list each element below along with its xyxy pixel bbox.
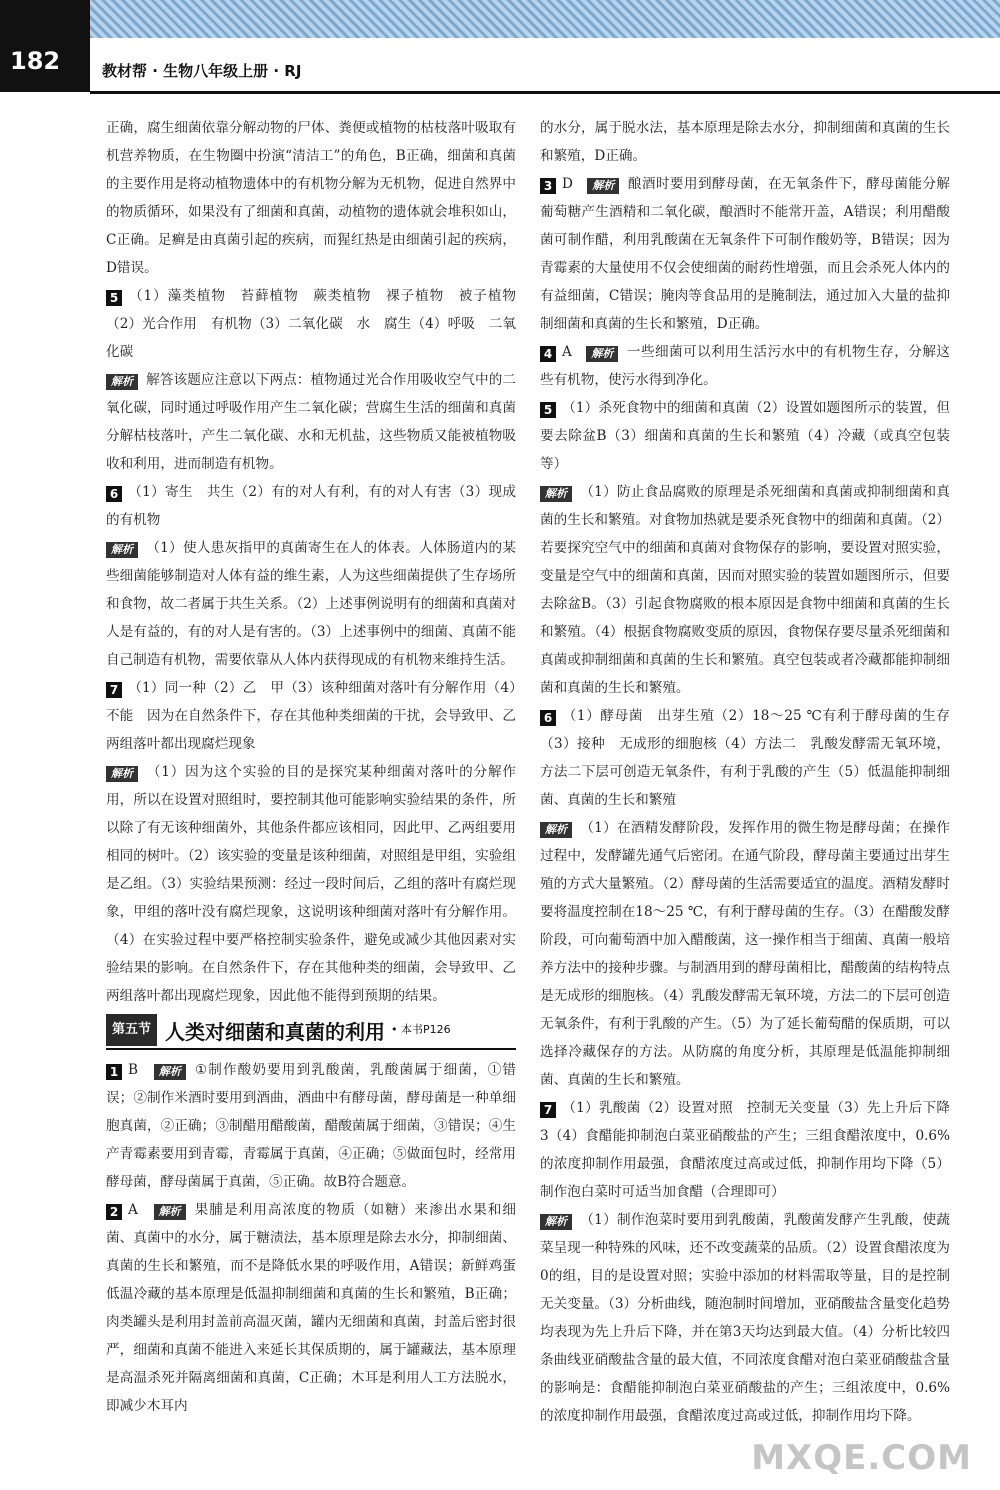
explanation-block [106,534,516,674]
block-text: （1）在酒精发酵阶段，发挥作用的微生物是酵母菌；在操作过程中，发酵罐先通气后密闭。在通气阶段，酵母菌主要通过出芽生殖的方式大量繁殖。（2）酵母菌的生活需要适宜的温度。酒精发酵时要将温度控制在18～25 ℃，有利于酵母菌的生存。（3）在醋酸发酵阶段，可向葡萄酒中加入醋酸菌，这一操作相当于细菌、真菌一般培养方法中的接种步骤。与制酒用到的酵母菌相比，醋酸菌的结构特点是无成形的细胞核。（4）乳酸发酵需无氧环境，方法二的下层可创造无氧条件，有利于乳酸的产生。（5）为了延长葡萄醋的保质期，可以选择冷藏保存的方法。从防腐的角度分析，其原理是低温能抑制细菌、真菌的生长和繁殖。 [540,820,950,1088]
block-text: 正确，腐生细菌依靠分解动物的尸体、粪便或植物的枯枝落叶吸取有机营养物质，在生物圈中扮演“清洁工”的角色，B正确，细菌和真菌的主要作用是将动植物遗体中的有机物分解为无机物，促进自然界中的物质循环，如果没有了细菌和真菌，动植物的遗体就会堆积如山，C正确。足癣是由真菌引起的疾病，而猩红热是由细菌引起的疾病，D错误。 [106,120,516,276]
answer-block [106,1056,516,1196]
question-number: 5 [540,402,556,418]
analysis-tag: 解析 [106,542,138,558]
question-number: 3 [540,178,556,194]
answer-block [106,674,516,758]
explanation-block [540,814,950,1094]
question-number: 5 [106,290,122,306]
block-text: 酿酒时要用到酵母菌，在无氧条件下，酵母菌能分解葡萄糖产生酒精和二氧化碳，酿酒时不能常开盖，A错误；利用醋酸菌可制作醋，利用乳酸菌在无氧条件下可制作酸奶等，B错误；因为青霉素的大量使用不仅会使细菌的耐药性增强，而且会杀死人体内的有益细菌，C错误；腌肉等食品用的是腌制法，通过加入大量的盐抑制细菌和真菌的生长和繁殖，D正确。 [540,176,951,332]
explanation-block [540,1206,950,1430]
analysis-tag: 解析 [540,486,572,502]
section-title: 人类对细菌和真菌的利用 [165,1020,386,1044]
question-number: 1 [106,1064,122,1080]
header-rule [90,91,1000,94]
block-text: （1）杀死食物中的细菌和真菌（2）设置如题图所示的装置，但要去除盆B（3）细菌和真菌的生长和繁殖（4）冷藏（或真空包装等） [540,400,950,472]
analysis-tag: 解析 [106,374,138,390]
right-column [540,114,964,1430]
question-number: 7 [540,1102,556,1118]
answer-letter: A [128,1202,138,1218]
header-pattern [0,0,1000,38]
answer-block [540,1094,964,1206]
block-text: （1）酵母菌 出芽生殖（2）18～25 ℃有利于酵母菌的生存（3）接种 无成形的细胞核（4）方法二 乳酸发酵需无氧环境，方法二下层可创造无氧条件，有利于乳酸的产生（5）低温能抑制细菌、真菌的生长和繁殖 [540,708,950,808]
page-number: 182 [0,0,90,92]
block-text: （1）防止食品腐败的原理是杀死细菌和真菌或抑制细菌和真菌的生长和繁殖。对食物加热就是要杀死食物中的细菌和真菌。（2）若要探究空气中的细菌和真菌对食物保存的影响，要设置对照实验，变量是空气中的细菌和真菌，因而对照实验的装置如题图所示，但要去除盆B。（3）引起食物腐败的根本原因是食物中细菌和真菌的生长和繁殖。（4）根据食物腐败变质的原因，食物保存要尽量杀死细菌和真菌或抑制细菌和真菌的生长和繁殖。真空包装或者冷藏都能抑制细菌和真菌的生长和繁殖。 [540,484,950,696]
block-text: （1）乳酸菌（2）设置对照 控制无关变量（3）先上升后下降 3（4）食醋能抑制泡白菜亚硝酸盐的产生；三组食醋浓度中，0.6%的浓度抑制作用最强，食醋浓度过高或过低，抑制作用均下降（5）制作泡白菜时可适当加食醋（合理即可） [540,1100,964,1200]
explanation-block [540,478,950,702]
explanation-block [106,758,516,1010]
analysis-tag: 解析 [106,766,138,782]
block-text: （1）因为这个实验的目的是探究某种细菌对落叶的分解作用，所以在设置对照组时，要控制其他可能影响实验结果的条件，所以除了有无该种细菌外，其他条件都应该相同，因此甲、乙两组要用相同的树叶。（2）该实验的变量是该种细菌，对照组是甲组，实验组是乙组。（3）实验结果预测：经过一段时间后，乙组的落叶有腐烂现象，甲组的落叶没有腐烂现象，这说明该种细菌对落叶有分解作用。（4）在实验过程中要严格控制实验条件，避免或减少其他因素对实验结果的影响。在自然条件下，存在其他种类的细菌，会导致甲、乙两组落叶都出现腐烂现象，因此他不能得到预期的结果。 [106,764,516,1004]
text-block [106,114,516,282]
section-heading [106,1020,516,1050]
block-text: 一些细菌可以利用生活污水中的有机物生存，分解这些有机物，使污水得到净化。 [540,344,951,388]
analysis-tag: 解析 [586,346,618,362]
block-text: （1）寄生 共生（2）有的对人有利，有的对人有害（3）现成的有机物 [106,484,516,528]
analysis-tag: 解析 [540,822,572,838]
analysis-tag: 解析 [540,1214,572,1230]
answer-block [106,1196,516,1420]
question-number: 6 [540,710,556,726]
watermark: MXQE.COM [751,1438,972,1478]
block-text: ①制作酸奶要用到乳酸菌，乳酸菌属于细菌，①错误；②制作米酒时要用到酒曲，酒曲中有酵母菌，酵母菌是一种单细胞真菌，②正确；③制醋用醋酸菌，醋酸菌属于细菌，③错误；④生产青霉素要用到青霉，青霉属于真菌，④正确；⑤做面包时，经常用酵母菌，酵母菌属于真菌，⑤正确。故B符合题意。 [106,1062,517,1190]
question-number: 4 [540,346,556,362]
question-number: 7 [106,682,122,698]
answer-block [540,702,950,814]
question-number: 2 [106,1204,122,1220]
answer-block [106,478,516,534]
answer-block [540,170,950,338]
answer-block [106,282,516,366]
block-text: 的水分，属于脱水法，基本原理是除去水分，抑制细菌和真菌的生长和繁殖，D正确。 [540,120,950,164]
block-text: （1）制作泡菜时要用到乳酸菌，乳酸菌发酵产生乳酸，使蔬菜呈现一种特殊的风味，还不改变蔬菜的品质。（2）设置食醋浓度为0的组，目的是设置对照；实验中添加的材料需取等量，目的是控制无关变量。（3）分析曲线，随泡制时间增加，亚硝酸盐含量变化趋势均表现为先上升后下降，并在第3天均达到最大值。（4）分析比较四条曲线亚硝酸盐含量的最大值，不同浓度食醋对泡白菜亚硝酸盐含量的影响是：食醋能抑制泡白菜亚硝酸盐的产生；三组浓度中，0.6%的浓度抑制作用最强，食醋浓度过高或过低，抑制作用均下降。 [540,1212,950,1424]
explanation-block [106,366,516,478]
answer-letter: A [562,344,572,360]
answer-block [540,338,950,394]
answer-block [540,394,950,478]
block-text: 果脯是利用高浓度的物质（如糖）来渗出水果和细菌、真菌中的水分，属于糖渍法，基本原理是除去水分，抑制细菌、真菌的生长和繁殖，而不是降低水果的呼吸作用，A错误；新鲜鸡蛋低温冷藏的基本原理是低温抑制细菌和真菌的生长和繁殖，B正确；肉类罐头是利用封盖前高温灭菌，罐内无细菌和真菌，封盖后密封很严，细菌和真菌不能进入来延长其保质期的，属于罐藏法，基本原理是高温杀死并隔离细菌和真菌，C正确；木耳是利用人工方法脱水，即减少木耳内 [106,1202,517,1414]
analysis-tag: 解析 [154,1064,186,1080]
block-text: 解答该题应注意以下两点：植物通过光合作用吸收空气中的二氧化碳，同时通过呼吸作用产生二氧化碳；营腐生生活的细菌和真菌分解枯枝落叶，产生二氧化碳、水和无机盐，这些物质又能被植物吸收和利用，进而制造有机物。 [106,372,516,472]
block-text: （1）同一种（2）乙 甲（3）该种细菌对落叶有分解作用（4）不能 因为在自然条件下，存在其他种类细菌的干扰，会导致甲、乙两组落叶都出现腐烂现象 [106,680,516,752]
text-block [540,114,950,170]
analysis-tag: 解析 [154,1204,186,1220]
question-number: 6 [106,486,122,502]
left-column [106,114,516,1420]
section-badge: 第五节 [106,1014,157,1046]
block-text: （1）使人患灰指甲的真菌寄生在人的体表。人体肠道内的某些细菌能够制造对人体有益的维生素，人为这些细菌提供了生存场所和食物，故二者属于共生关系。（2）上述事例说明有的细菌和真菌对人是有益的，有的对人是有害的。（3）上述事例中的细菌、真菌不能自己制造有机物，需要依靠从人体内获得现成的有机物来维持生活。 [106,540,516,668]
analysis-tag: 解析 [587,178,619,194]
section-page-ref: • 本书P126 [391,1023,451,1036]
block-text: （1）藻类植物 苔藓植物 蕨类植物 裸子植物 被子植物（2）光合作用 有机物（3）二氧化碳 水 腐生（4）呼吸 二氧化碳 [106,288,516,360]
book-title: 教材帮 · 生物八年级上册 · RJ [102,62,302,80]
answer-letter: B [128,1062,138,1078]
answer-letter: D [562,176,573,192]
